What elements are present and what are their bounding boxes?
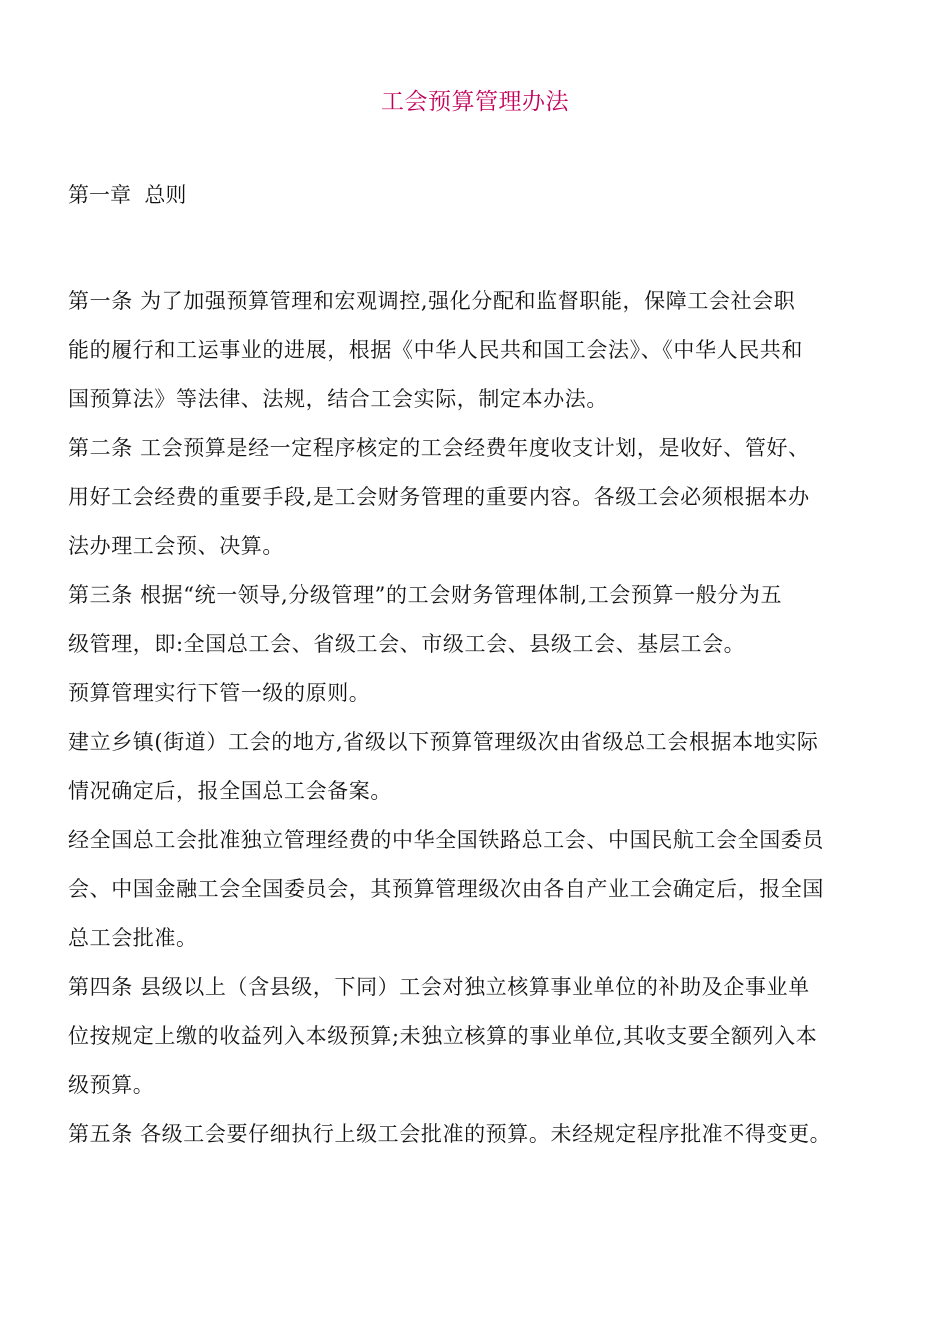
text-line: 情况确定后，报全国总工会备案。: [68, 779, 392, 803]
text-line: 第五条 各级工会要仔细执行上级工会批准的预算。未经规定程序批准不得变更。: [68, 1122, 832, 1146]
text-line: 总工会批准。: [68, 926, 198, 950]
text-line: 国预算法》等法律、法规，结合工会实际，制定本办法。: [68, 387, 608, 411]
text-line: 能的履行和工运事业的进展，根据《中华人民共和国工会法》、《中华人民共和: [68, 338, 803, 362]
text-line: 预算管理实行下管一级的原则。: [68, 681, 371, 705]
text-line: 第四条 县级以上（含县级，下同）工会对独立核算事业单位的补助及企事业单: [68, 975, 810, 999]
text-line: 经全国总工会批准独立管理经费的中华全国铁路总工会、中国民航工会全国委员: [68, 828, 824, 852]
text-line: 用好工会经费的重要手段,是工会财务管理的重要内容。各级工会必须根据本办: [68, 485, 810, 509]
text-line: 第一条 为了加强预算管理和宏观调控,强化分配和监督职能，保障工会社会职: [68, 289, 796, 313]
document-title: 工会预算管理办法: [381, 89, 569, 115]
text-line: 级管理，即:全国总工会、省级工会、市级工会、县级工会、基层工会。: [68, 632, 746, 656]
text-line: 级预算。: [68, 1073, 155, 1097]
text-line: 第三条 根据“统一领导,分级管理”的工会财务管理体制,工会预算一般分为五: [68, 583, 783, 607]
text-line: 建立乡镇(街道）工会的地方,省级以下预算管理级次由省级总工会根据本地实际: [68, 730, 819, 754]
text-line: 会、中国金融工会全国委员会，其预算管理级次由各自产业工会确定后，报全国: [68, 877, 824, 901]
text-line: 位按规定上缴的收益列入本级预算;未独立核算的事业单位,其收支要全额列入本: [68, 1024, 818, 1048]
chapter-heading: 第一章 总则: [68, 183, 187, 207]
document-body: [68, 285, 888, 1167]
text-line: 法办理工会预、决算。: [68, 534, 284, 558]
text-line: 第二条 工会预算是经一定程序核定的工会经费年度收支计划，是收好、管好、: [68, 436, 810, 460]
